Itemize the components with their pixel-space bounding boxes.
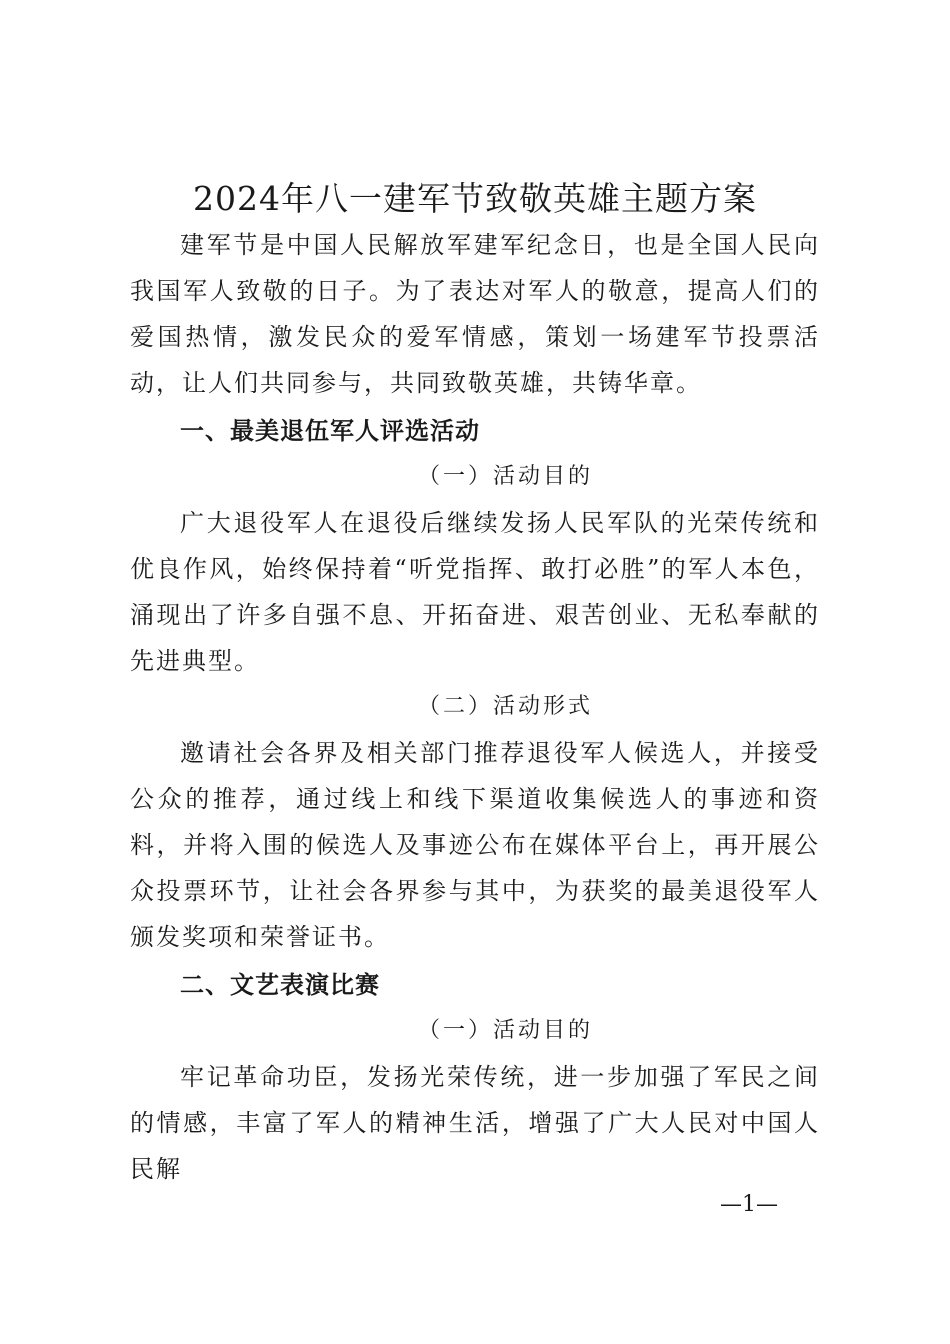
intro-paragraph: 建军节是中国人民解放军建军纪念日，也是全国人民向我国军人致敬的日子。为了表达对军人的敬意，提高人们的爱国热情，激发民众的爱军情感，策划一场建军节投票活动，让人们共同参与，共同致敬英雄，共铸华章。: [130, 231, 820, 397]
section-1-heading: 一、最美退伍军人评选活动: [180, 417, 480, 445]
section-1-sub-1-text: 广大退役军人在退役后继续发扬人民军队的光荣传统和优良作风，始终保持着“听党指挥、敢打必胜”的军人本色，涌现出了许多自强不息、开拓奋进、艰苦创业、无私奉献的先进典型。: [130, 509, 820, 675]
document-title: 2024年八一建军节致敬英雄主题方案: [193, 179, 757, 218]
section-2-sub-1-label: （一）活动目的: [418, 1018, 594, 1043]
section-1-sub-1-label: （一）活动目的: [418, 464, 594, 489]
section-1-sub-2-label: （二）活动形式: [418, 694, 594, 719]
section-2-heading: 二、文艺表演比赛: [180, 971, 380, 999]
section-2-sub-1-text: 牢记革命功臣，发扬光荣传统，进一步加强了军民之间的情感，丰富了军人的精神生活，增强了广大人民对中国人民解: [130, 1063, 820, 1183]
section-1-sub-2-text: 邀请社会各界及相关部门推荐退役军人候选人，并接受公众的推荐，通过线上和线下渠道收集候选人的事迹和资料，并将入围的候选人及事迹公布在媒体平台上，再开展公众投票环节，让社会各界参与其中，为获奖的最美退役军人颁发奖项和荣誉证书。: [130, 739, 820, 951]
page-number: —1—: [720, 1192, 778, 1217]
